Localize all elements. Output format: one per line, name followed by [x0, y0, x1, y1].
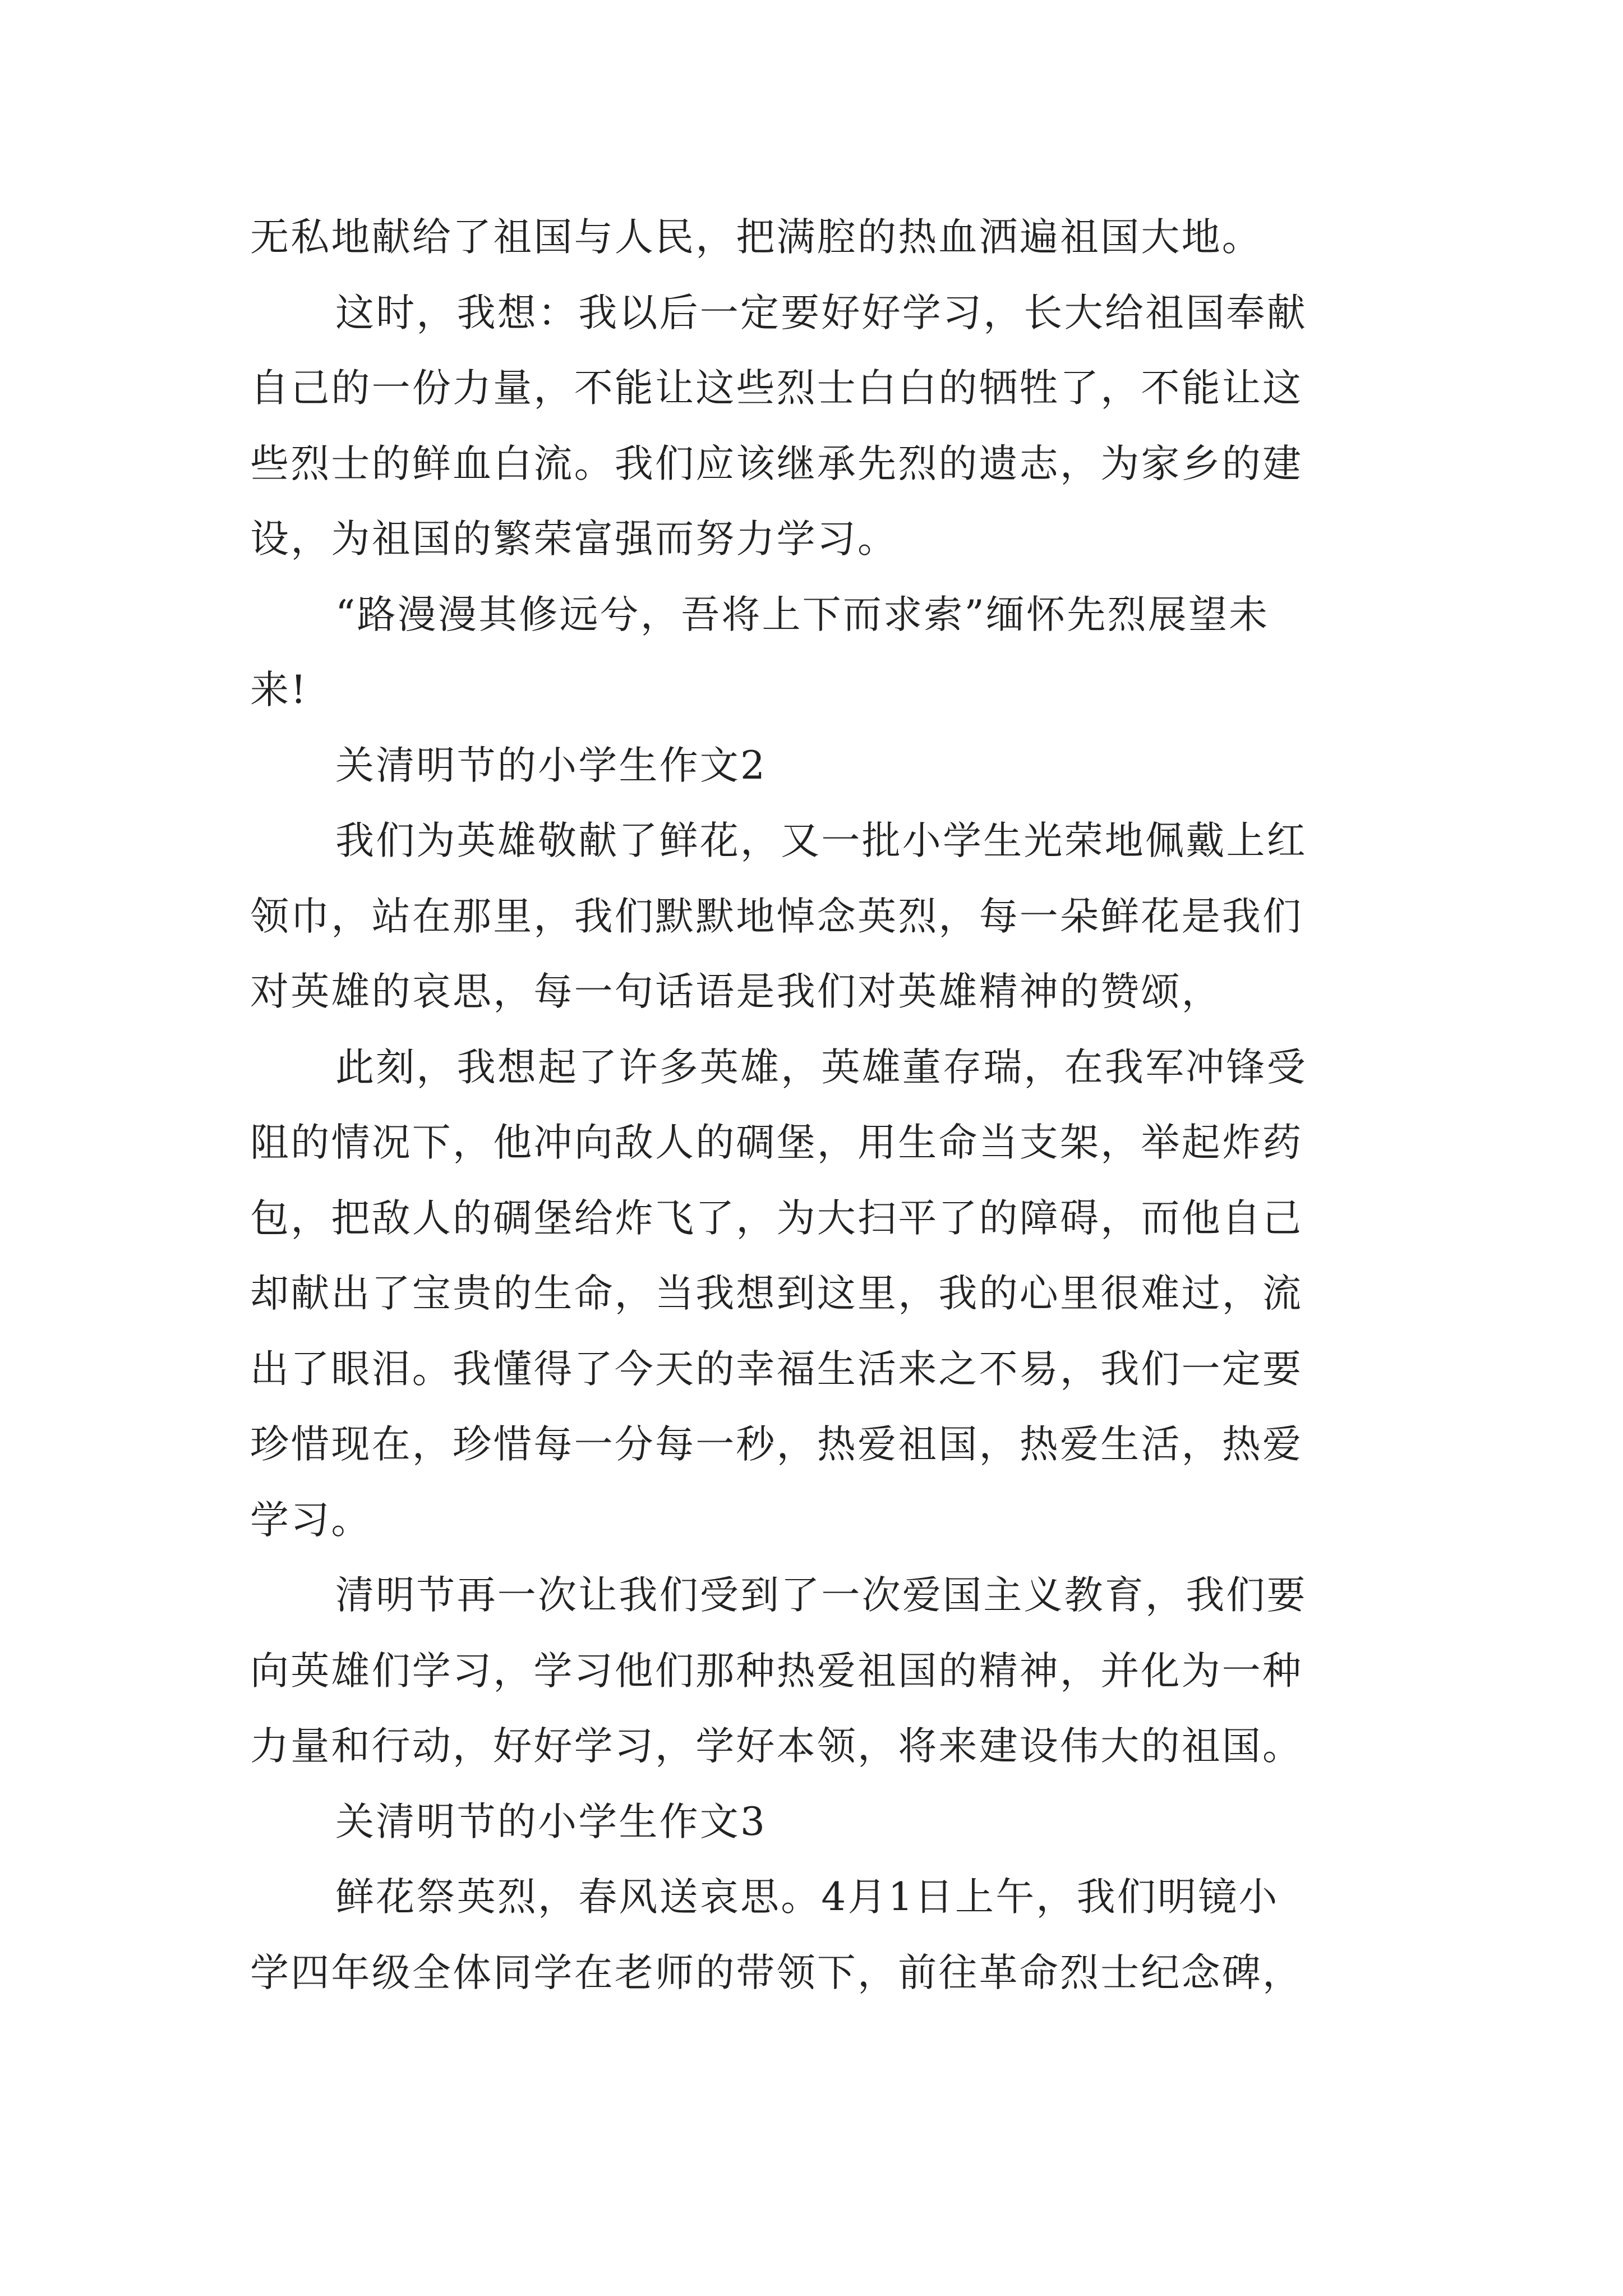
text-line: 来! — [250, 668, 308, 712]
text-line: 珍惜现在，珍惜每一分每一秒，热爱祖国，热爱生活，热爱 — [250, 1422, 1303, 1467]
text-line: 此刻，我想起了许多英雄，英雄董存瑞，在我军冲锋受 — [335, 1045, 1307, 1090]
text-line: 些烈士的鲜血白流。我们应该继承先烈的遗志，为家乡的建 — [250, 441, 1303, 486]
text-line: 出了眼泪。我懂得了今天的幸福生活来之不易，我们一定要 — [250, 1346, 1303, 1392]
text-line: 无私地献给了祖国与人民，把满腔的热血洒遍祖国大地。 — [250, 215, 1262, 260]
text-line: 设，为祖国的繁荣富强而努力学习。 — [250, 517, 898, 562]
text-line: 阻的情况下，他冲向敌人的碉堡，用生命当支架，举起炸药 — [250, 1120, 1303, 1165]
text-line: 力量和行动，好好学习，学好本领，将来建设伟大的祖国。 — [250, 1724, 1303, 1769]
text-line: 学习。 — [250, 1497, 372, 1543]
text-line: 向英雄们学习，学习他们那种热爱祖国的精神，并化为一种 — [250, 1648, 1303, 1694]
text-line: 对英雄的哀思，每一句话语是我们对英雄精神的赞颂， — [250, 969, 1222, 1014]
body-text — [250, 200, 1394, 2010]
section-heading: 关清明节的小学生作文3 — [335, 1799, 767, 1844]
text-line: 却献出了宝贵的生命，当我想到这里，我的心里很难过，流 — [250, 1271, 1303, 1316]
text-line: 自己的一份力量，不能让这些烈士白白的牺牲了，不能让这 — [250, 366, 1303, 411]
text-line: “路漫漫其修远兮，吾将上下而求索”缅怀先烈展望未 — [335, 592, 1270, 637]
section-heading: 关清明节的小学生作文2 — [335, 743, 767, 788]
text-line: 我们为英雄敬献了鲜花，又一批小学生光荣地佩戴上红 — [335, 818, 1307, 863]
text-line: 学四年级全体同学在老师的带领下，前往革命烈士纪念碑， — [250, 1950, 1303, 1995]
text-line: 清明节再一次让我们受到了一次爱国主义教育，我们要 — [335, 1573, 1307, 1618]
text-line: 鲜花祭英烈，春风送哀思。4月1日上午，我们明镜小 — [335, 1875, 1279, 1920]
text-line: 这时，我想：我以后一定要好好学习，长大给祖国奉献 — [335, 290, 1307, 335]
text-line: 领巾，站在那里，我们默默地悼念英烈，每一朵鲜花是我们 — [250, 894, 1303, 939]
text-line: 包，把敌人的碉堡给炸飞了，为大扫平了的障碍，而他自己 — [250, 1195, 1303, 1241]
